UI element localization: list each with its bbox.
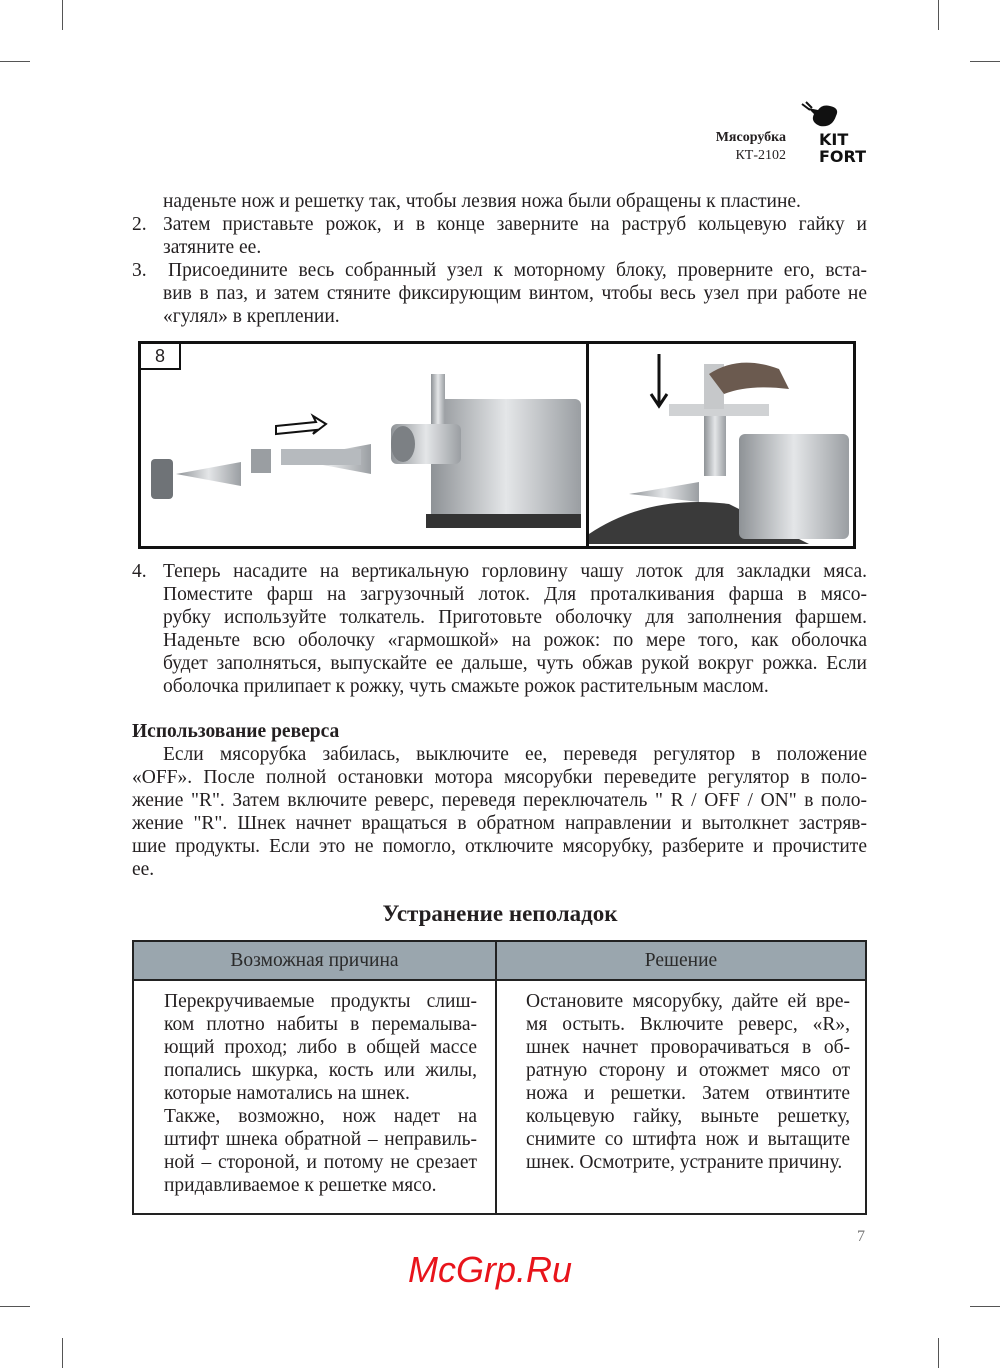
table-cell-line: попались шкурка, кость или жилы, — [164, 1060, 477, 1081]
step-2-line: затяните ее. — [163, 237, 262, 258]
step-1-continuation: наденьте нож и решетку так, чтобы лезвия ножа были обращены к пластине. — [163, 191, 801, 212]
page-number: 7 — [857, 1228, 865, 1245]
watermark: McGrp.Ru — [408, 1249, 573, 1290]
crop-mark — [62, 1338, 63, 1368]
table-cell-line: ком плотно набиты в перемалыва- — [164, 1014, 477, 1035]
step-4-line: Наденьте всю оболочку «гармошкой» на рожок: по мере того, как оболочка — [163, 630, 867, 651]
table-cell-line: ножа и решетки. Затем отвинтите — [526, 1083, 850, 1104]
table-cell-line: шнек начнет проворачиваться в об- — [526, 1037, 850, 1058]
column-header-cause: Возможная причина — [134, 942, 495, 981]
troubleshooting-table — [132, 940, 867, 1215]
reverse-line: жение "R". Шнек начнет вращаться в обратном направлении и вытолкнет застряв- — [132, 813, 867, 834]
step-4-line: оболочка прилипает к рожку, чуть смажьте рожок растительным маслом. — [163, 676, 769, 697]
step-2-line: Затем приставьте рожок, и в конце заверните на раструб кольцевую гайку и — [163, 214, 867, 235]
table-cell-line: ратную сторону и отожмет мясо от — [526, 1060, 850, 1081]
table-divider — [495, 942, 497, 1213]
section-heading-reverse: Использование реверса — [132, 721, 340, 742]
step-3-line: Присоедините весь собранный узел к моторному блоку, проверните его, вста- — [168, 260, 867, 281]
reverse-line: шие продукты. Если это не помогло, отключите мясорубку, разберите и прочистите — [132, 836, 867, 857]
table-cell-line: придавливаемое к решетке мясо. — [164, 1175, 437, 1196]
step-4-line: будет заполняться, выпускайте ее дальше, чуть обжав рукой вокруг рожка. Если — [163, 653, 867, 674]
crop-mark — [0, 1306, 30, 1307]
step-number: 4. — [132, 561, 147, 582]
table-cell-line: Перекручиваемые продукты слиш- — [164, 991, 477, 1012]
grinder-usage-illustration — [589, 344, 853, 546]
header-model: КТ-2102 — [735, 148, 786, 163]
reverse-line: «OFF». После полной остановки мотора мясорубки переведите регулятор в поло- — [132, 767, 867, 788]
step-number: 2. — [132, 214, 147, 235]
table-cell-line: кольцевую гайку, выньте решетку, — [526, 1106, 850, 1127]
crop-mark — [62, 0, 63, 30]
header-product: Мясорубка — [715, 130, 786, 145]
grinder-assembly-illustration — [141, 344, 586, 546]
step-4-line: Теперь насадите на вертикальную горловину чашу лоток для закладки мяса. — [163, 561, 867, 582]
table-cell-line: Остановите мясорубку, дайте ей вре- — [526, 991, 850, 1012]
crop-mark — [970, 1306, 1000, 1307]
step-4-line: рубку используйте толкатель. Приготовьте оболочку для заполнения фаршем. — [163, 607, 867, 628]
crop-mark — [970, 61, 1000, 62]
table-cell-line: штифт шнека обратной – неправиль- — [164, 1129, 477, 1150]
table-cell-line: ной – стороной, и потому не срезает — [164, 1152, 477, 1173]
section-title-troubleshooting: Устранение неполадок — [382, 901, 618, 926]
reverse-line: ее. — [132, 859, 155, 880]
crop-mark — [0, 61, 30, 62]
step-3-line: вив в паз, и затем стяните фиксирующим винтом, чтобы весь узел при работе не — [163, 283, 867, 304]
kitfort-whale-logo-icon — [800, 100, 872, 130]
crop-mark — [938, 1338, 939, 1368]
figure-number: 8 — [141, 344, 181, 370]
reverse-line: жение "R". Затем включите реверс, переведя переключатель " R / OFF / ON" в поло- — [132, 790, 867, 811]
crop-mark — [938, 0, 939, 30]
table-cell-line: снимите со штифта нож и вытащите — [526, 1129, 850, 1150]
table-cell-line: которые намотались на шнек. — [164, 1083, 410, 1104]
step-number: 3. — [132, 260, 147, 281]
figure-assembly — [138, 341, 856, 549]
column-header-solution: Решение — [497, 942, 865, 981]
kitfort-logo-text: KIT FORT — [819, 130, 867, 166]
step-4-line: Поместите фарш на загрузочный лоток. Для проталкивания фарша в мясо- — [163, 584, 867, 605]
step-3-line: «гулял» в креплении. — [163, 306, 340, 327]
reverse-line: Если мясорубка забилась, выключите ее, переведя регулятор в положение — [163, 744, 867, 765]
table-cell-line: мя остыть. Включите реверс, «R», — [526, 1014, 850, 1035]
table-cell-line: ющий проход; либо в общей массе — [164, 1037, 477, 1058]
table-cell-line: Также, возможно, нож надет на — [164, 1106, 477, 1127]
table-cell-line: шнек. Осмотрите, устраните причину. — [526, 1152, 843, 1173]
